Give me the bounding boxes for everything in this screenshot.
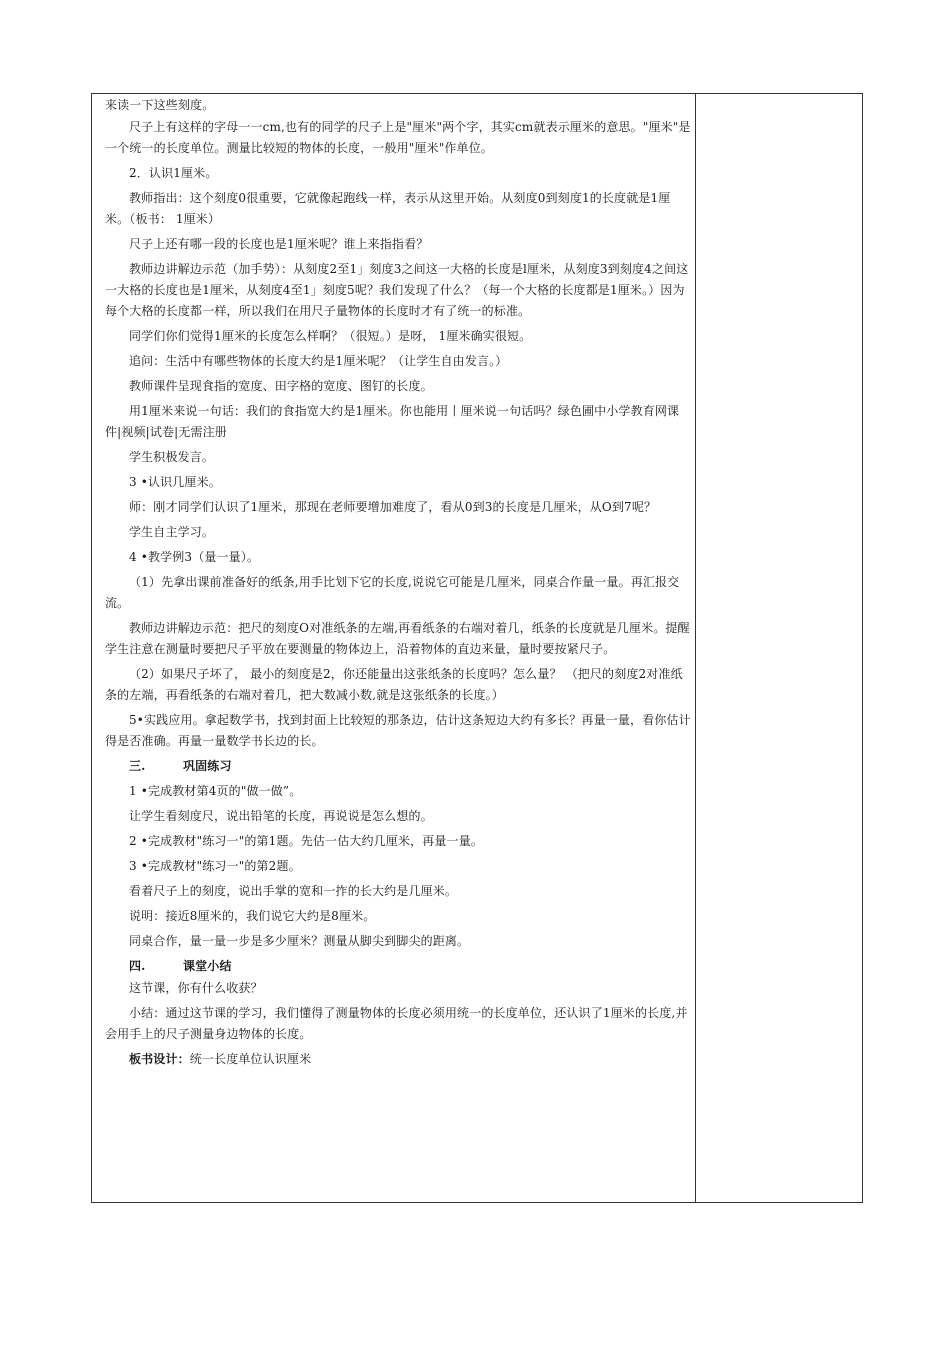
paragraph: 让学生看刻度尺，说出铅笔的长度，再说说是怎么想的。 (129, 809, 433, 823)
paragraph: 3 •完成教材"练习一"的第2题。 (129, 859, 301, 873)
paragraph: 教师边讲解边示范：把尺的刻度O对准纸条的左端,再看纸条的右端对着几，纸条的长度就是几厘米。提醒学生注意在测量时要把尺子平放在要测量的物体边上，沿着物体的直边来量，量时要按紧尺子。 (105, 621, 690, 656)
paragraph: 同桌合作，量一量一步是多少厘米？测量从脚尖到脚尖的距离。 (129, 934, 470, 948)
paragraph: 师：刚才同学们认识了1厘米，那现在老师要增加难度了，看从0到3的长度是几厘米，从O到7呢？ (129, 500, 657, 514)
paragraph: 1 •完成教材第4页的"做一做”。 (129, 784, 302, 798)
paragraph: 5•实践应用。拿起数学书，找到封面上比较短的那条边，估计这条短边大约有多长？再量一量，看你估计得是否准确。再量一量数学书长边的长。 (105, 713, 691, 748)
paragraph: 看着尺子上的刻度，说出手掌的宽和一拃的长大约是几厘米。 (129, 884, 458, 898)
paragraph: 同学们你们觉得1厘米的长度怎么样啊？（很短。）是呀， 1厘米确实很短。 (129, 329, 532, 343)
paragraph: 用1厘米来说一句话：我们的食指宽大约是1厘米。你也能用丨厘米说一句话吗？绿色圃中小学教育网课件|视频|试卷|无需注册 (105, 404, 680, 439)
section-heading: 2．认识1厘米。 (129, 166, 218, 180)
table-column-divider (695, 93, 696, 1203)
paragraph: 这节课，你有什么收获？ (129, 981, 263, 995)
board-design-text: 统一长度单位认识厘米 (189, 1052, 312, 1066)
board-design (105, 1049, 691, 1070)
section-title: 巩固练习 (183, 759, 232, 773)
section-heading: 3 •认识几厘米。 (129, 475, 221, 489)
paragraph: 追问：生活中有哪些物体的长度大约是1厘米呢？（让学生自由发言。） (129, 354, 508, 368)
section-heading: 4 •教学例3（量一量）。 (129, 550, 260, 564)
paragraph: 尺子上有这样的字母一一cm,也有的同学的尺子上是"厘米"两个字，其实cm就表示厘米的意思。"厘米"是一个统一的长度单位。测量比较短的物体的长度，一般用"厘米"作单位。 (105, 120, 691, 155)
paragraph: （1）先拿出课前准备好的纸条,用手比划下它的长度,说说它可能是几厘米，同桌合作量一量。再汇报交流。 (105, 575, 680, 610)
paragraph: 来读一下这些刻度。 (105, 98, 215, 112)
paragraph: 小结：通过这节课的学习，我们懂得了测量物体的长度必须用统一的长度单位，还认识了1厘米的长度,并会用手上的尺子测量身边物体的长度。 (105, 1006, 688, 1041)
paragraph: （2）如果尺子坏了， 最小的刻度是2，你还能量出这张纸条的长度吗？怎么量？ （把尺的刻度2对准纸条的左端，再看纸条的右端对着几，把大数减小数,就是这张纸条的长度。） (105, 667, 683, 702)
paragraph: 学生自主学习。 (129, 525, 215, 539)
section-heading-3 (105, 756, 691, 777)
board-design-label: 板书设计： (129, 1052, 190, 1066)
section-heading-4 (105, 956, 691, 977)
section-title: 课堂小结 (183, 959, 232, 973)
section-number: 四. (129, 959, 146, 973)
section-number: 三. (129, 759, 146, 773)
lesson-content (105, 95, 691, 1071)
paragraph: 教师边讲解边示范（加手势）：从刻度2至1」刻度3之间这一大格的长度是l厘米，从刻度3到刻度4之间这一大格的长度也是1厘米，从刻度4至1」刻度5呢？我们发现了什么？（每一个大格的长度都是1厘米。）因为每个大格的长度都一样，所以我们在用尺子量物体的长度时才有了统一的标准。 (105, 262, 689, 318)
paragraph: 2 •完成教材"练习一"的第1题。先估一估大约几厘米，再量一量。 (129, 834, 484, 848)
paragraph: 说明：接近8厘米的，我们说它大约是8厘米。 (129, 909, 376, 923)
paragraph: 教师指出：这个刻度0很重要，它就像起跑线一样，表示从这里开始。从刻度0到刻度1的长度就是1厘米。（板书： 1厘米） (105, 191, 671, 226)
paragraph: 教师课件呈现食指的宽度、田字格的宽度、图钉的长度。 (129, 379, 433, 393)
paragraph: 学生积极发言。 (129, 450, 215, 464)
paragraph: 尺子上还有哪一段的长度也是1厘米呢？谁上来指指看？ (129, 237, 429, 251)
